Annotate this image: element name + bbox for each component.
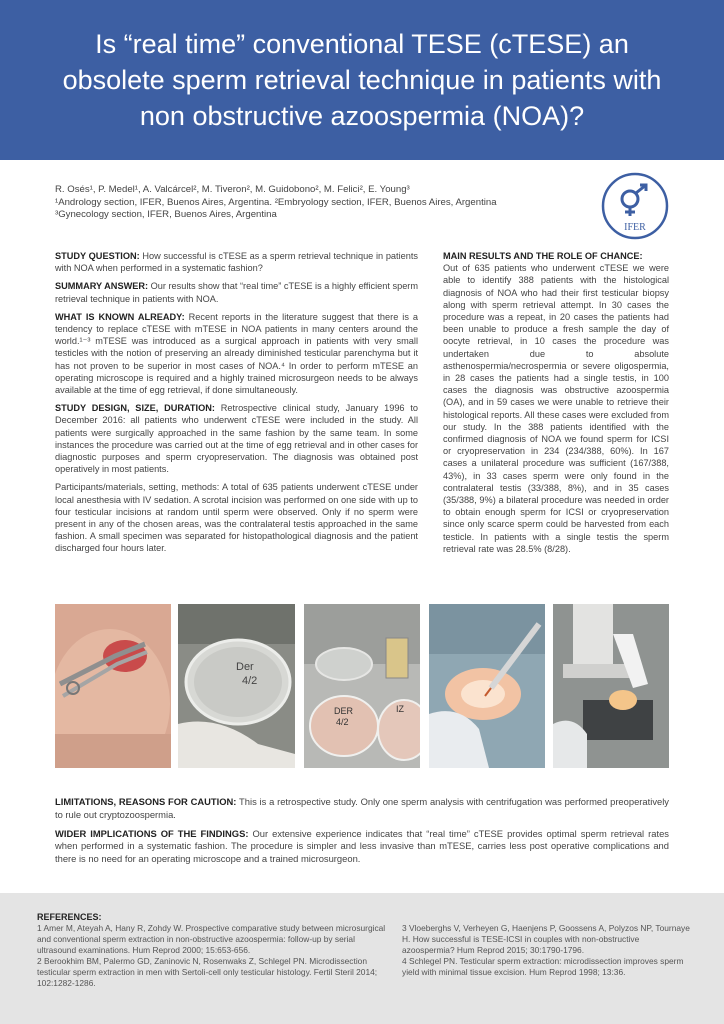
photo-surgical-incision [55,604,171,768]
wider-implications: WIDER IMPLICATIONS OF THE FINDINGS: Our extensive experience indicates that “real time” cTESE provides optimal sperm retrieval rates when performed in a systematic fashion. The procedure is simpler and less invasive than mTESE, carries less post operative complications and there is no need for an operating microscope and a trained microsurgeon. [55,827,669,865]
photo-petri-dish [178,604,295,768]
limitations: LIMITATIONS, REASONS FOR CAUTION: This is a retrospective study. Only one sperm analysis with centrifugation was performed preoperatively to rule out cryptozoospermia. [55,796,669,820]
affiliation-line-1: ¹Andrology section, IFER, Buenos Aires, Argentina. ²Embryology section, IFER, Buenos Aires, Argentina [55,196,497,208]
dish-label-line-2: 4/2 [242,675,258,687]
reference-item: 1 Amer M, Ateyah A, Hany R, Zohdy W. Prospective comparative study between microsurgical and conventional sperm extraction in non-obstructive azoospermia: follow-up by serial ultrasound examinations. Hum Reprod 2000; 15:653-656. [37,923,386,955]
ifer-logo [601,172,669,240]
svg-text:4/2: 4/2 [336,717,349,727]
what-is-known: WHAT IS KNOWN ALREADY: Recent reports in the literature suggest that there is a tendency to replace cTESE with mTESE in NOA patients in many centers around the world.¹⁻³ mTESE was introduced as a surgical approach in patients with very small testicles with the notion of preserving an already diminished testicular parenchyma but it has not proven to be superior in most cases of NOA.⁴ In order to perform mTESE an operating microscope is required and a highly trained microsurgeon needs to be always available at the time of egg retrieval, if done simultaneously. [55,311,418,396]
references-title: REFERENCES: [37,912,102,922]
svg-text:DER: DER [334,706,354,716]
photo-pipette-dish [429,604,545,768]
reference-item: 3 Vloeberghs V, Verheyen G, Haenjens P, Goossens A, Polyzos NP, Tournaye H. How successful is TESE-ICSI in couples with non-obstructive azoospermia? Hum Reprod 2015; 30:1790-1796. [402,923,690,955]
photo-lab-dishes [304,604,420,768]
author-block [55,184,575,222]
poster-title: Is “real time” conventional TESE (cTESE) an obsolete sperm retrieval technique in patients with non obstructive azoospermia (NOA)? [62,29,662,131]
bottom-sections [55,796,669,872]
left-column [55,250,418,561]
author-names: R. Osés¹, P. Medel¹, A. Valcárcel², M. Tiveron², M. Guidobono², M. Felici², E. Young³ [55,184,410,195]
photo-strip [55,604,669,768]
results-heading: MAIN RESULTS AND THE ROLE OF CHANCE: [443,251,643,261]
study-question: STUDY QUESTION: How successful is cTESE as a sperm retrieval technique in patients with NOA when performed in a systematic fashion? [55,251,419,274]
photo-microscope [553,604,669,768]
title-banner [0,0,724,160]
affiliation-line-2: ³Gynecology section, IFER, Buenos Aires, Argentina [55,209,277,220]
references-left [37,923,387,989]
references-right [402,923,692,978]
study-design: STUDY DESIGN, SIZE, DURATION: Retrospective clinical study, January 1996 to December 2016: all patients who underwent cTESE were included in the study. All patients were surgically approached in the same fashion by the same team. In some instances the procedure was carried out at the time of egg retrieval and in other cases for diagnostic purposes and sperm cryopreservation. The diagnosis was obtained post operatively in most patients. [55,403,418,475]
reference-item: 2 Berookhim BM, Palermo GD, Zaninovic N, Rosenwaks Z, Schlegel PN. Microdissection testicular sperm extraction in men with Sertoli-cell only testicular histology. Fertil Steril 2014; 102:1282-1286. [37,956,378,988]
logo-text: IFER [624,222,646,233]
dish-label-line-1: Der [236,661,254,673]
participants-methods: Participants/materials, setting, methods: A total of 635 patients underwent cTESE under local anesthesia with IV sedation. A scrotal incision was performed on one side with up to four testicular incisions at random until sperm were observed. Only if no sperm were present in any of the chosen areas, was the contralateral testis approached in the same fashion. A small specimen was separated for histopathological diagnosis and the patient discharged four hours later. [55,482,418,554]
references-panel [0,893,724,1024]
reference-item: 4 Schlegel PN. Testicular sperm extraction: microdissection improves sperm yield with minimal tissue excision. Hum Reprod 1998; 13:36. [402,956,684,977]
svg-text:IZ: IZ [396,704,404,714]
gender-symbols-logo-icon [601,172,669,240]
results-text: Out of 635 patients who underwent cTESE we were able to identify 388 patients with the histological diagnosis of NOA who had their first testicular biopsy along with sperm retrieval attempt. In 30 cases the procedure was a repeat, in 20 cases the patients had been unable to produce a fresh sample the day of oocyte retrieval, in 10 cases the procedure was undertaken due to absolute asthenospermia/necrospermia or severe oligospermia, in 28 cases the patients had a single testis, in 100 cases the diagnosis was obstructive azoospermia (OA), and in 59 cases we were unable to retrieve their histological reports. All these cases were excluded from our study. In the 388 patients identified with the confirmed diagnosis of NOA we found sperm for ICSI or cryopreservation in 234 (234/388, 60%). In 167 cases a unilateral procedure was sufficient (167/388, 43%), in 33 cases sperm were only found in the contralateral testis (33/388, 8%), and in 35 cases (35/388, 9%) a bilateral procedure was needed in order to obtain enough sperm for ICSI or cryopreservation since only scarce sperm could be harvested from each testicle. In patients with a single testis the sperm retrieval rate was 28.5% (8/28). [443,263,669,554]
summary-answer: SUMMARY ANSWER: Our results show that “real time” cTESE is a highly efficient sperm retrieval technique in patients with NOA. [55,281,419,304]
right-column [443,250,669,561]
